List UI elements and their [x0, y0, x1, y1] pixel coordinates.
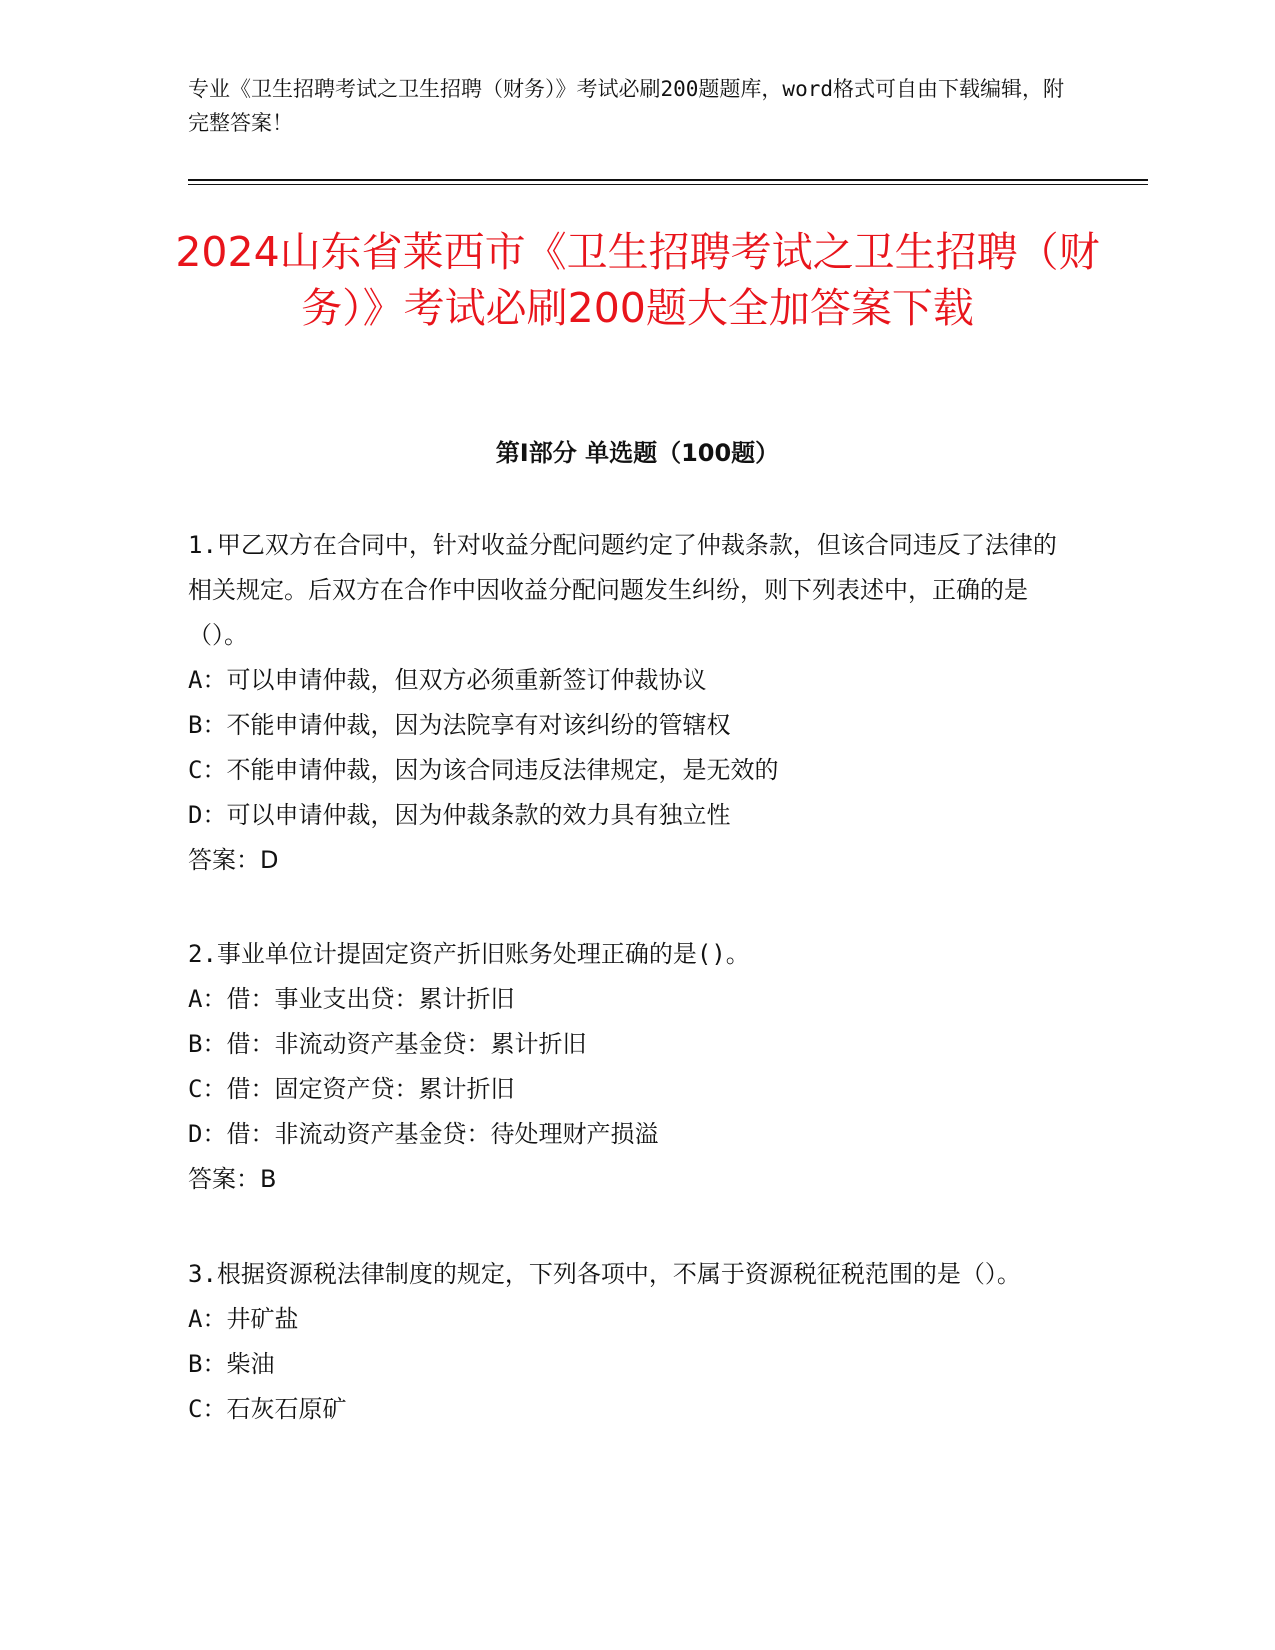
document-title: 2024山东省莱西市《卫生招聘考试之卫生招聘（财务）》考试必刷200题大全加答案下载 — [175, 228, 1100, 332]
option-b: B：柴油 — [188, 1350, 275, 1378]
header-rule-thick — [188, 179, 1148, 181]
option-a: A：可以申请仲裁，但双方必须重新签订仲裁协议 — [188, 666, 707, 694]
option-d: D：借：非流动资产基金贷：待处理财产损溢 — [188, 1120, 659, 1148]
option-c: C：借：固定资产贷：累计折旧 — [188, 1075, 515, 1103]
option-a: A：井矿盐 — [188, 1305, 299, 1333]
question-stem: 2.事业单位计提固定资产折旧账务处理正确的是()。 — [188, 940, 750, 968]
option-d: D：可以申请仲裁，因为仲裁条款的效力具有独立性 — [188, 801, 731, 829]
option-a: A：借：事业支出贷：累计折旧 — [188, 985, 515, 1013]
question-3 — [188, 1252, 1068, 1432]
option-b: B：借：非流动资产基金贷：累计折旧 — [188, 1030, 587, 1058]
option-b: B：不能申请仲裁，因为法院享有对该纠纷的管辖权 — [188, 711, 731, 739]
option-c: C：不能申请仲裁，因为该合同违反法律规定，是无效的 — [188, 756, 779, 784]
answer: 答案：B — [188, 1165, 277, 1193]
question-stem: 3.根据资源税法律制度的规定，下列各项中，不属于资源税征税范围的是（）。 — [188, 1260, 1021, 1288]
question-2 — [188, 932, 1068, 1202]
answer: 答案：D — [188, 846, 279, 874]
question-1 — [188, 523, 1068, 883]
question-stem: 1.甲乙双方在合同中，针对收益分配问题约定了仲裁条款，但该合同违反了法律的相关规定。后双方在合作中因收益分配问题发生纠纷，则下列表述中，正确的是（）。 — [188, 531, 1057, 649]
section-title: 第Ⅰ部分 单选题（100题） — [495, 439, 780, 467]
option-c: C：石灰石原矿 — [188, 1395, 347, 1423]
header-rule-thin — [188, 184, 1148, 185]
header-note: 专业《卫生招聘考试之卫生招聘（财务）》考试必刷200题题库，word格式可自由下载编辑，附完整答案！ — [188, 77, 1064, 135]
